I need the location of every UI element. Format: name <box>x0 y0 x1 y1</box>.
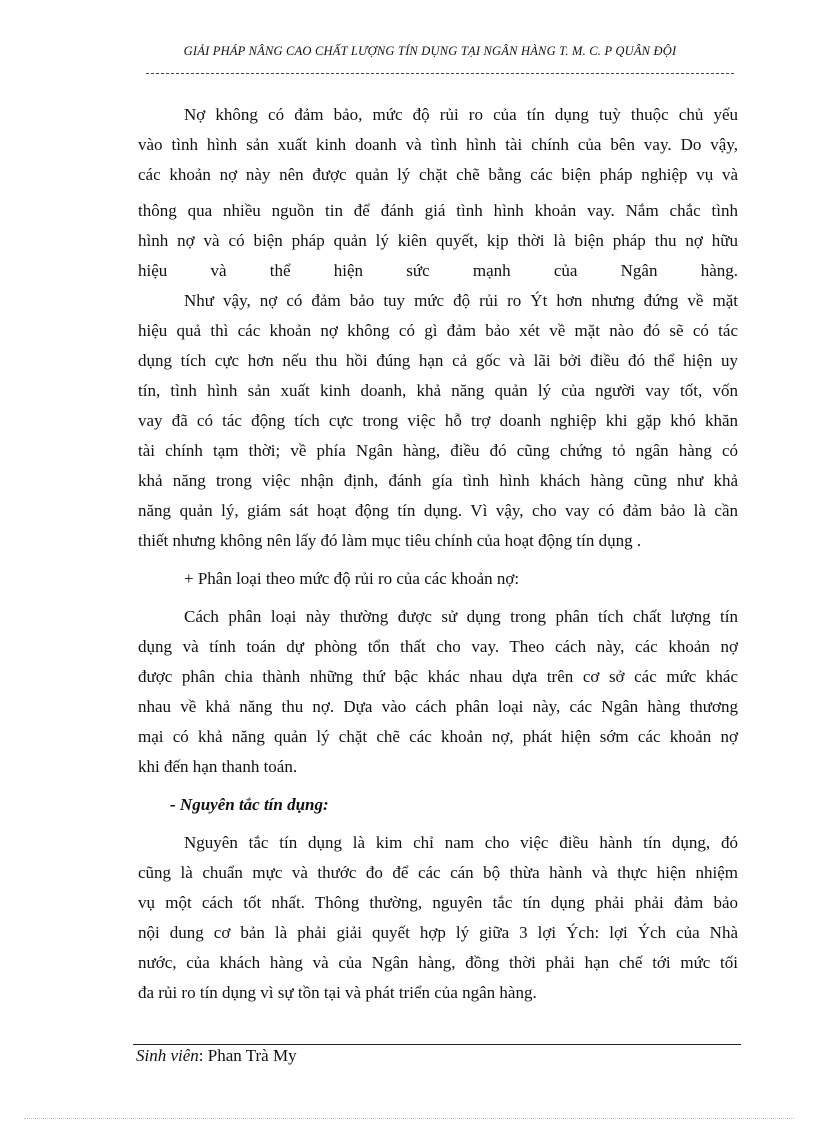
text-line: cũng là chuẩn mực và thước đo để các cán bộ thừa hành và thực hiện nhiệm <box>138 863 738 882</box>
page-footer <box>136 1046 297 1066</box>
text-line: thông qua nhiều nguồn tin để đánh giá tình hình khoản vay. Nắm chắc tình <box>138 201 738 220</box>
running-header: GIẢI PHÁP NÂNG CAO CHẤT LƯỢNG TÍN DỤNG TẠI NGÂN HÀNG T. M. C. P QUÂN ĐỘI <box>183 44 677 58</box>
text-line: nội dung cơ bản là phải giải quyết hợp lý giữa 3 lợi Ých: lợi Ých của Nhà <box>138 923 738 942</box>
paragraph-credit-principles <box>138 828 738 1008</box>
footer-divider <box>133 1044 741 1045</box>
paragraph-risk-classification <box>138 602 738 782</box>
text-line: nước, của khách hàng và của Ngân hàng, đồng thời phải hạn chế tới mức tối <box>138 953 738 972</box>
text-line: vay đã có tác động tích cực trong việc hỗ trợ doanh nghiệp khi gặp khó khăn <box>138 411 738 430</box>
text-line: dụng và tính toán dự phòng tổn thất cho vay. Theo cách này, các khoản nợ <box>138 637 738 656</box>
footer-label: Sinh viên <box>136 1046 199 1065</box>
text-line: Cách phân loại này thường được sử dụng trong phân tích chất lượng tín <box>184 607 738 626</box>
footer-separator: : <box>198 1046 204 1065</box>
text-line: hiệu quả thì các khoản nợ không có gì đảm bảo xét về mặt nào đó sẽ có tác <box>138 321 738 340</box>
student-name: Phan Trà My <box>207 1046 297 1065</box>
text-line: được phân chia thành những thứ bậc khác nhau dựa trên cơ sở các mức khác <box>138 667 738 686</box>
text-line: Nợ không có đảm bảo, mức độ rủi ro của tín dụng tuỳ thuộc chủ yếu <box>184 105 738 124</box>
header-divider <box>146 73 734 74</box>
text-line: mại có khả năng quản lý chặt chẽ các khoản nợ, phát hiện sớm các khoản nợ <box>138 727 738 746</box>
text-line: dụng tích cực hơn nếu thu hồi đúng hạn cả gốc và lãi bởi điều đó thể hiện uy <box>138 351 738 370</box>
text-line: nhau về khả năng thu nợ. Dựa vào cách phân loại này, các Ngân hàng thương <box>138 697 738 716</box>
text-line: Như vậy, nợ có đảm bảo tuy mức độ rủi ro Ýt hơn nhưng đứng về mặt <box>184 291 738 310</box>
document-body <box>138 100 738 1008</box>
text-line: khi đến hạn thanh toán. <box>138 757 298 776</box>
text-line: các khoản nợ này nên được quản lý chặt chẽ bằng các biện pháp nghiệp vụ và <box>138 165 738 184</box>
text-line: năng quản lý, giám sát hoạt động tín dụng. Vì vậy, cho vay có đảm bảo là cần <box>138 501 738 520</box>
text-line: Nguyên tắc tín dụng là kim chỉ nam cho việc điều hành tín dụng, đó <box>184 833 738 852</box>
text-line: vào tình hình sản xuất kinh doanh và tình hình tài chính của bên vay. Do vậy, <box>138 135 738 154</box>
text-line: hiệu và thể hiện sức mạnh của Ngân hàng. <box>138 261 738 280</box>
text-line: đa rủi ro tín dụng vì sự tồn tại và phát triển của ngân hàng. <box>138 983 537 1002</box>
text-line: vụ một cách tốt nhất. Thông thường, nguyên tắc tín dụng phải phải đảm bảo <box>138 893 738 912</box>
section-heading: - Nguyên tắc tín dụng: <box>170 795 329 814</box>
text-line: tài chính tạm thời; về phía Ngân hàng, điều đó cũng chứng tỏ ngân hàng có <box>138 441 738 460</box>
text-line: hình nợ và có biện pháp quản lý kiên quyết, kịp thời là biện pháp thu nợ hữu <box>138 231 738 250</box>
text-line: thiết nhưng không nên lấy đó làm mục tiêu chính của hoạt động tín dụng . <box>138 531 642 550</box>
page-bottom-border <box>24 1118 794 1119</box>
text-line: khả năng trong việc nhận định, đánh gía tình hình khách hàng cũng như khả <box>138 471 738 490</box>
paragraph-unsecured-debt <box>138 100 738 286</box>
classification-bullet: + Phân loại theo mức độ rủi ro của các khoản nợ: <box>184 569 520 588</box>
paragraph-secured-comparison <box>138 286 738 556</box>
text-line: tín, tình hình sản xuất kinh doanh, khả năng quản lý của người vay tốt, vốn <box>138 381 738 400</box>
